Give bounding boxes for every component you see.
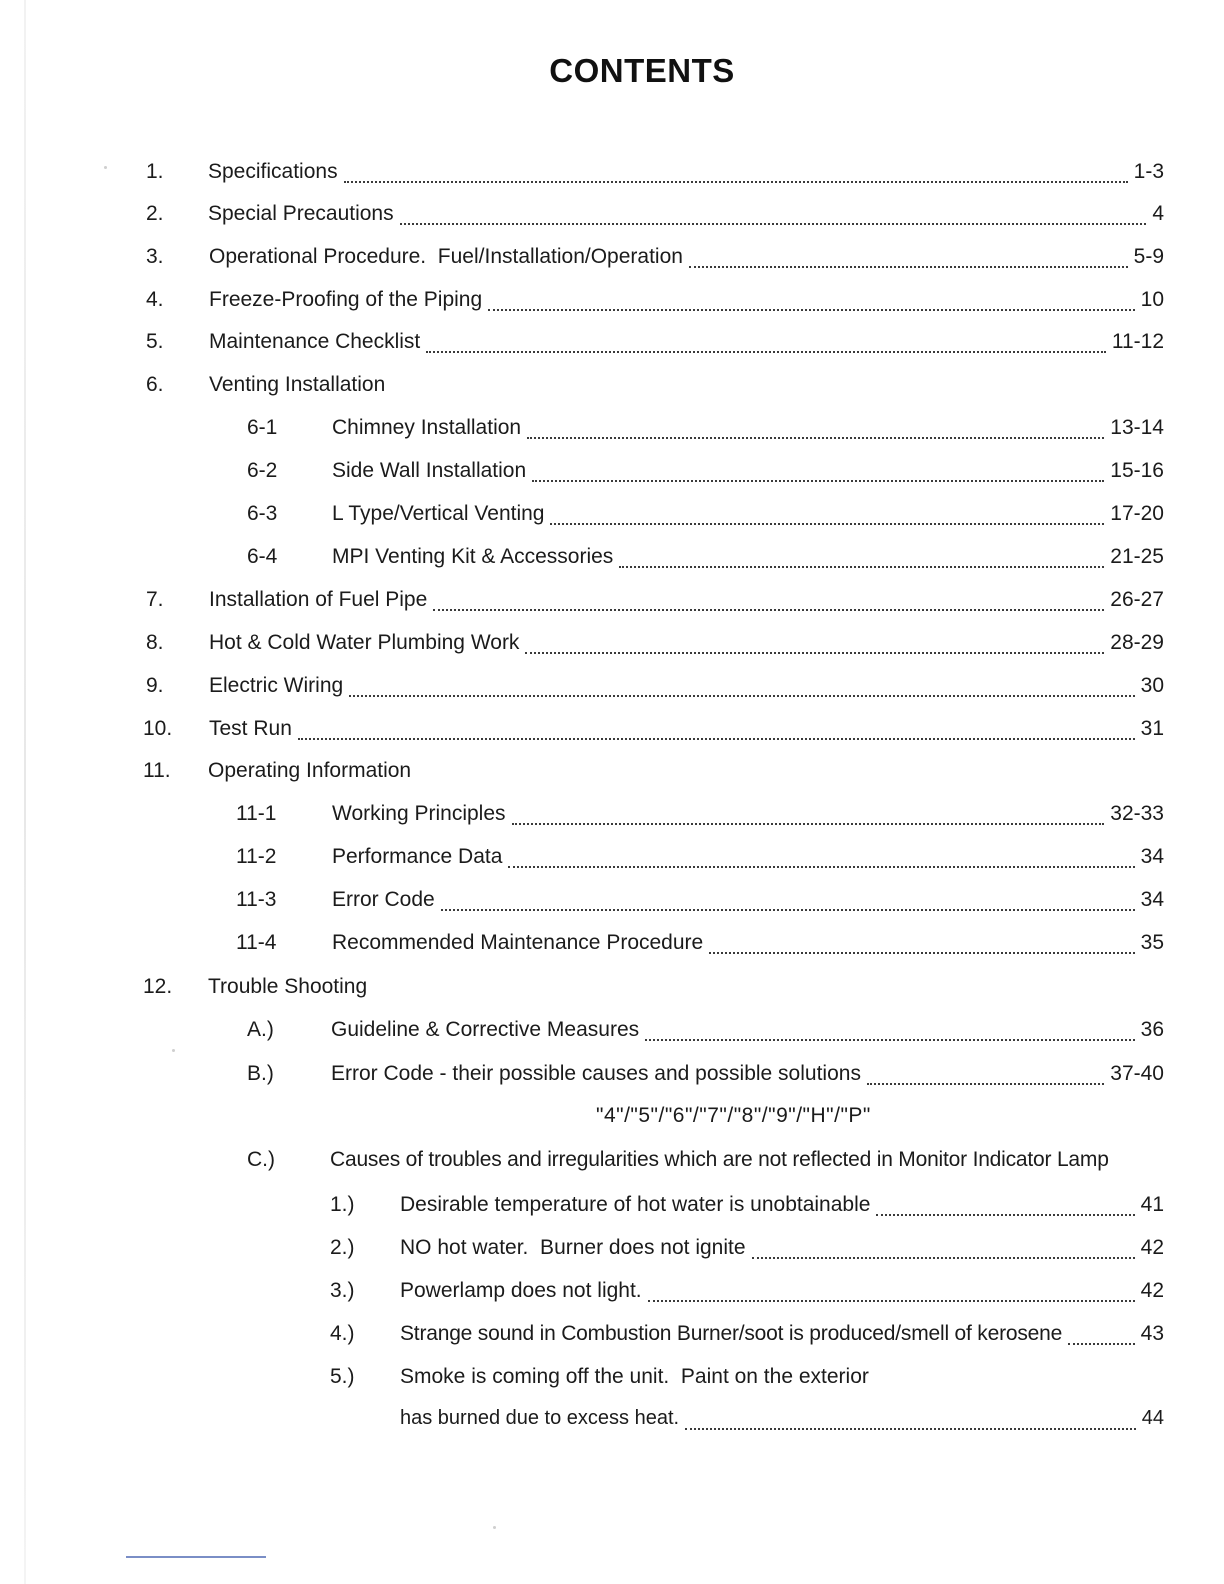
toc-row[interactable] — [146, 245, 1164, 275]
toc-label: Guideline & Corrective Measures — [331, 1018, 640, 1041]
toc-page: 42 — [1140, 1279, 1164, 1302]
toc-label: L Type/Vertical Venting — [332, 502, 545, 525]
dot-leader — [400, 222, 1147, 225]
toc-number: 5.) — [330, 1365, 355, 1388]
toc-number: 1.) — [330, 1193, 355, 1216]
toc-label: has burned due to excess heat. — [400, 1407, 680, 1429]
toc-label: Powerlamp does not light. — [400, 1279, 642, 1302]
dot-leader — [648, 1299, 1135, 1302]
toc-label: Side Wall Installation — [332, 459, 527, 482]
toc-number: 2. — [146, 202, 164, 225]
dot-leader — [1068, 1342, 1135, 1345]
toc-page: 37-40 — [1110, 1062, 1164, 1085]
toc-subrow[interactable] — [247, 459, 1164, 489]
toc-section-heading[interactable] — [143, 975, 1164, 1005]
dot-leader — [433, 608, 1104, 611]
toc-page: 15-16 — [1110, 459, 1164, 482]
toc-number: C.) — [247, 1148, 275, 1171]
toc-row[interactable] — [146, 330, 1164, 360]
toc-number: 11. — [143, 759, 171, 782]
toc-label: Operating Information — [208, 759, 412, 782]
toc-label: Installation of Fuel Pipe — [209, 588, 428, 611]
toc-subrow[interactable] — [247, 545, 1164, 575]
toc-label: Maintenance Checklist — [209, 330, 421, 353]
toc-label: Test Run — [209, 717, 292, 740]
toc-subrow[interactable] — [247, 1018, 1164, 1048]
toc-label: Working Principles — [332, 802, 506, 825]
toc-page: 43 — [1140, 1322, 1164, 1345]
toc-number: 11-1 — [236, 802, 277, 825]
toc-number: 2.) — [330, 1236, 355, 1259]
toc-subrow[interactable] — [236, 931, 1164, 961]
toc-page: 13-14 — [1110, 416, 1164, 439]
dot-leader — [876, 1213, 1134, 1216]
dot-leader — [527, 436, 1104, 439]
toc-label: Error Code - their possible causes and possible solutions — [331, 1062, 861, 1085]
toc-label: Trouble Shooting — [208, 975, 368, 998]
toc-label: Strange sound in Combustion Burner/soot is produced/smell of kerosene — [400, 1322, 1063, 1345]
toc-page: 42 — [1140, 1236, 1164, 1259]
toc-subsubrow[interactable] — [330, 1193, 1164, 1223]
dot-leader — [426, 350, 1106, 353]
toc-number: 3. — [146, 245, 164, 268]
toc-subrow[interactable] — [236, 888, 1164, 918]
toc-page: 34 — [1140, 888, 1164, 911]
toc-row[interactable] — [146, 202, 1164, 232]
toc-label: Venting Installation — [209, 373, 386, 396]
toc-number: 4.) — [330, 1322, 355, 1345]
toc-label: Chimney Installation — [332, 416, 522, 439]
toc-page: 28-29 — [1110, 631, 1164, 654]
toc-subsubrow[interactable] — [330, 1279, 1164, 1309]
toc-label: Freeze-Proofing of the Piping — [209, 288, 483, 311]
page-edge — [24, 0, 26, 1584]
dot-leader — [512, 822, 1105, 825]
dot-leader — [867, 1082, 1104, 1085]
dot-leader — [685, 1427, 1136, 1430]
toc-subrow[interactable] — [247, 1062, 1164, 1092]
toc-page: 35 — [1140, 931, 1164, 954]
toc-number: 11-4 — [236, 931, 277, 954]
toc-number: 6-3 — [247, 502, 278, 525]
toc-label: Specifications — [208, 160, 338, 183]
dot-leader — [752, 1256, 1135, 1259]
toc-row[interactable] — [146, 160, 1164, 190]
toc-number: 7. — [146, 588, 164, 611]
toc-subrow[interactable] — [236, 845, 1164, 875]
toc-page: 4 — [1152, 202, 1164, 225]
toc-number: 8. — [146, 631, 164, 654]
toc-label: Operational Procedure. Fuel/Installation/Operation — [209, 245, 683, 268]
toc-label: Recommended Maintenance Procedure — [332, 931, 704, 954]
toc-row[interactable] — [143, 717, 1164, 747]
toc-number: 6. — [146, 373, 164, 396]
toc-number: 3.) — [330, 1279, 355, 1302]
toc-label: NO hot water. Burner does not ignite — [400, 1236, 746, 1259]
toc-subrow[interactable] — [236, 802, 1164, 832]
toc-number: 10. — [143, 717, 173, 740]
scan-speck — [172, 1049, 175, 1052]
toc-row[interactable] — [146, 674, 1164, 704]
toc-subrow[interactable] — [247, 416, 1164, 446]
toc-row[interactable] — [146, 588, 1164, 618]
dot-leader — [689, 265, 1128, 268]
toc-page: 41 — [1140, 1193, 1164, 1216]
dot-leader — [532, 479, 1104, 482]
toc-section-heading[interactable] — [146, 373, 1164, 403]
dot-leader — [488, 308, 1134, 311]
scan-speck — [104, 166, 107, 169]
dot-leader — [349, 694, 1134, 697]
dot-leader — [619, 565, 1104, 568]
toc-label: Desirable temperature of hot water is unobtainable — [400, 1193, 871, 1216]
toc-label: Smoke is coming off the unit. Paint on the exterior — [400, 1365, 869, 1388]
toc-subsubrow[interactable] — [330, 1236, 1164, 1266]
toc-page: 31 — [1140, 717, 1164, 740]
toc-row[interactable] — [146, 631, 1164, 661]
toc-number: A.) — [247, 1018, 274, 1041]
toc-label: Causes of troubles and irregularities which are not reflected in Monitor Indicator Lamp — [330, 1148, 1109, 1171]
dot-leader — [525, 651, 1104, 654]
dot-leader — [298, 737, 1135, 740]
toc-number: 9. — [146, 674, 164, 697]
dot-leader — [709, 951, 1134, 954]
footer-rule — [126, 1556, 266, 1558]
toc-page: 21-25 — [1110, 545, 1164, 568]
toc-page: 1-3 — [1133, 160, 1164, 183]
toc-continuation-row[interactable] — [400, 1407, 1164, 1437]
toc-page: 30 — [1140, 674, 1164, 697]
toc-page: 34 — [1140, 845, 1164, 868]
toc-label: Hot & Cold Water Plumbing Work — [209, 631, 520, 654]
dot-leader — [344, 180, 1128, 183]
toc-page: 26-27 — [1110, 588, 1164, 611]
toc-page: 11-12 — [1111, 330, 1164, 353]
toc-row[interactable] — [146, 288, 1164, 318]
toc-number: 6-1 — [247, 416, 278, 439]
toc-number: 1. — [146, 160, 164, 183]
toc-number: 11-2 — [236, 845, 277, 868]
toc-label: Error Code — [332, 888, 435, 911]
dot-leader — [645, 1038, 1135, 1041]
toc-subsubrow[interactable] — [330, 1322, 1164, 1352]
toc-number: 6-4 — [247, 545, 278, 568]
toc-number: 12. — [143, 975, 173, 998]
toc-subsubrow[interactable] — [330, 1365, 1164, 1395]
toc-page: 32-33 — [1110, 802, 1164, 825]
toc-number: 5. — [146, 330, 164, 353]
toc-number: 11-3 — [236, 888, 277, 911]
toc-number: 4. — [146, 288, 164, 311]
toc-page: 10 — [1140, 288, 1164, 311]
toc-label: Special Precautions — [208, 202, 394, 225]
toc-number: B.) — [247, 1062, 274, 1085]
dot-leader — [550, 522, 1104, 525]
dot-leader — [508, 865, 1134, 868]
toc-page: 17-20 — [1110, 502, 1164, 525]
toc-label: Electric Wiring — [209, 674, 344, 697]
toc-label: Performance Data — [332, 845, 503, 868]
toc-section-heading[interactable] — [143, 759, 1164, 789]
toc-page: 5-9 — [1133, 245, 1164, 268]
toc-page: 36 — [1140, 1018, 1164, 1041]
toc-page: 44 — [1141, 1407, 1164, 1429]
toc-subrow[interactable] — [247, 502, 1164, 532]
dot-leader — [441, 908, 1135, 911]
error-code-list: "4"/"5"/"6"/"7"/"8"/"9"/"H"/"P" — [596, 1104, 871, 1127]
toc-number: 6-2 — [247, 459, 278, 482]
scan-speck — [493, 1526, 496, 1529]
toc-subrow[interactable] — [247, 1148, 1164, 1178]
page-title: CONTENTS — [549, 52, 735, 89]
toc-label: MPI Venting Kit & Accessories — [332, 545, 614, 568]
